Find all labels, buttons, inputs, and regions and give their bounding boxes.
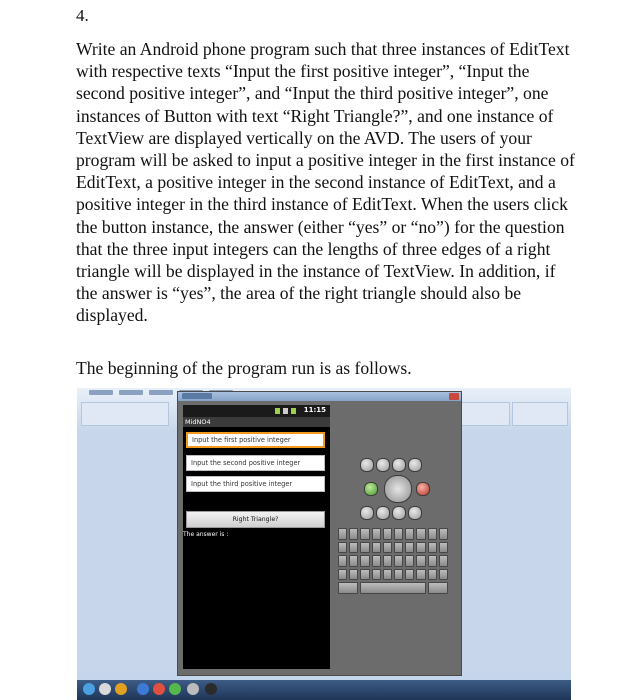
- keyboard-key[interactable]: [383, 528, 392, 540]
- keyboard-key[interactable]: [338, 555, 347, 567]
- volume-up-icon[interactable]: [376, 506, 390, 520]
- taskbar-app-icon: [99, 683, 111, 695]
- battery-icon: [291, 408, 296, 414]
- ribbon-group: [512, 402, 568, 426]
- answer-textview: The answer is :: [183, 531, 229, 538]
- keyboard-key[interactable]: [405, 555, 414, 567]
- keyboard-key[interactable]: [428, 555, 437, 567]
- keyboard-key[interactable]: [394, 569, 403, 581]
- home-icon[interactable]: [360, 458, 374, 472]
- keyboard-key[interactable]: [349, 555, 358, 567]
- keyboard-key[interactable]: [338, 528, 347, 540]
- taskbar-app-icon: [115, 683, 127, 695]
- edittext-first[interactable]: Input the first positive integer: [186, 432, 325, 448]
- document-margin-left: [77, 430, 177, 688]
- keyboard-key[interactable]: [405, 542, 414, 554]
- menu-icon[interactable]: [376, 458, 390, 472]
- keyboard-key[interactable]: [338, 569, 347, 581]
- search-icon[interactable]: [408, 458, 422, 472]
- keyboard-key[interactable]: [428, 542, 437, 554]
- question-number: 4.: [76, 6, 89, 25]
- keyboard-key[interactable]: [439, 542, 448, 554]
- camera-icon[interactable]: [408, 506, 422, 520]
- keyboard-key[interactable]: [383, 555, 392, 567]
- edittext-third[interactable]: Input the third positive integer: [186, 476, 325, 492]
- android-emulator-window: [177, 391, 462, 676]
- signal-icon: [275, 408, 280, 414]
- keyboard-key[interactable]: [439, 528, 448, 540]
- keyboard-key[interactable]: [360, 528, 369, 540]
- keyboard-key[interactable]: [405, 528, 414, 540]
- keyboard-key[interactable]: [349, 528, 358, 540]
- start-icon: [83, 683, 95, 695]
- keyboard-key[interactable]: [405, 569, 414, 581]
- keyboard-key[interactable]: [383, 569, 392, 581]
- keyboard-key[interactable]: [394, 528, 403, 540]
- ribbon-group: [460, 402, 510, 426]
- taskbar-app-icon: [169, 683, 181, 695]
- wifi-icon: [283, 408, 288, 414]
- keyboard-key[interactable]: [439, 569, 448, 581]
- keyboard-key[interactable]: [372, 555, 381, 567]
- keyboard-key[interactable]: [338, 582, 358, 594]
- run-intro: The beginning of the program run is as follows.: [76, 358, 412, 378]
- program-run-screenshot: [77, 388, 571, 700]
- taskbar-app-icon: [205, 683, 217, 695]
- phone-status-bar: [183, 405, 330, 417]
- close-icon[interactable]: [449, 393, 459, 400]
- phone-clock: 11:15: [303, 406, 326, 414]
- phone-screen: [183, 405, 330, 669]
- keyboard-key[interactable]: [360, 542, 369, 554]
- keyboard-key[interactable]: [416, 555, 425, 567]
- question-paragraph: Write an Android phone program such that three instances of EditText with respective texts “Input the first positive integer”, “Input the second positive integer”, and “Input the third positive integer”, one instances of Button with text “Right Triangle?”, and one instance of TextView are displayed vertically on the AVD. The users of your program will be asked to input a positive integer in the first instance of EditText, a positive integer in the second instance of EditText, and a positive integer in the third instance of EditText. When the users click the button instance, the answer (either “yes” or “no”) for the question that the three input integers can the lengths of three edges of a right triangle will be displayed in the instance of TextView. In addition, if the answer is “yes”, the area of the right triangle should also be displayed.: [76, 39, 575, 326]
- keyboard-key[interactable]: [428, 569, 437, 581]
- emulator-title: [182, 393, 212, 399]
- emulator-title-bar: [178, 392, 461, 401]
- spacebar-key[interactable]: [360, 582, 425, 594]
- right-triangle-button[interactable]: Right Triangle?: [186, 511, 325, 528]
- keyboard-key[interactable]: [383, 542, 392, 554]
- call-icon[interactable]: [364, 482, 378, 496]
- dpad-control[interactable]: [384, 475, 412, 503]
- windows-taskbar: [77, 680, 571, 700]
- keyboard-key[interactable]: [428, 528, 437, 540]
- taskbar-app-icon: [153, 683, 165, 695]
- keyboard-key[interactable]: [338, 542, 347, 554]
- keyboard-key[interactable]: [416, 528, 425, 540]
- app-title: MidNO4: [183, 417, 330, 427]
- volume-down-icon[interactable]: [360, 506, 374, 520]
- edittext-second[interactable]: Input the second positive integer: [186, 455, 325, 471]
- end-call-icon[interactable]: [416, 482, 430, 496]
- keyboard-key[interactable]: [428, 582, 448, 594]
- emulator-keyboard: [338, 528, 448, 594]
- keyboard-key[interactable]: [349, 569, 358, 581]
- document-margin-right: [460, 430, 571, 688]
- keyboard-key[interactable]: [394, 542, 403, 554]
- keyboard-key[interactable]: [372, 528, 381, 540]
- keyboard-key[interactable]: [372, 542, 381, 554]
- keyboard-key[interactable]: [349, 542, 358, 554]
- keyboard-key[interactable]: [416, 569, 425, 581]
- taskbar-app-icon: [137, 683, 149, 695]
- ribbon-group: [81, 402, 169, 426]
- keyboard-key[interactable]: [394, 555, 403, 567]
- keyboard-key[interactable]: [360, 555, 369, 567]
- keyboard-key[interactable]: [416, 542, 425, 554]
- keyboard-key[interactable]: [439, 555, 448, 567]
- back-icon[interactable]: [392, 458, 406, 472]
- power-icon[interactable]: [392, 506, 406, 520]
- keyboard-key[interactable]: [372, 569, 381, 581]
- keyboard-key[interactable]: [360, 569, 369, 581]
- taskbar-app-icon: [187, 683, 199, 695]
